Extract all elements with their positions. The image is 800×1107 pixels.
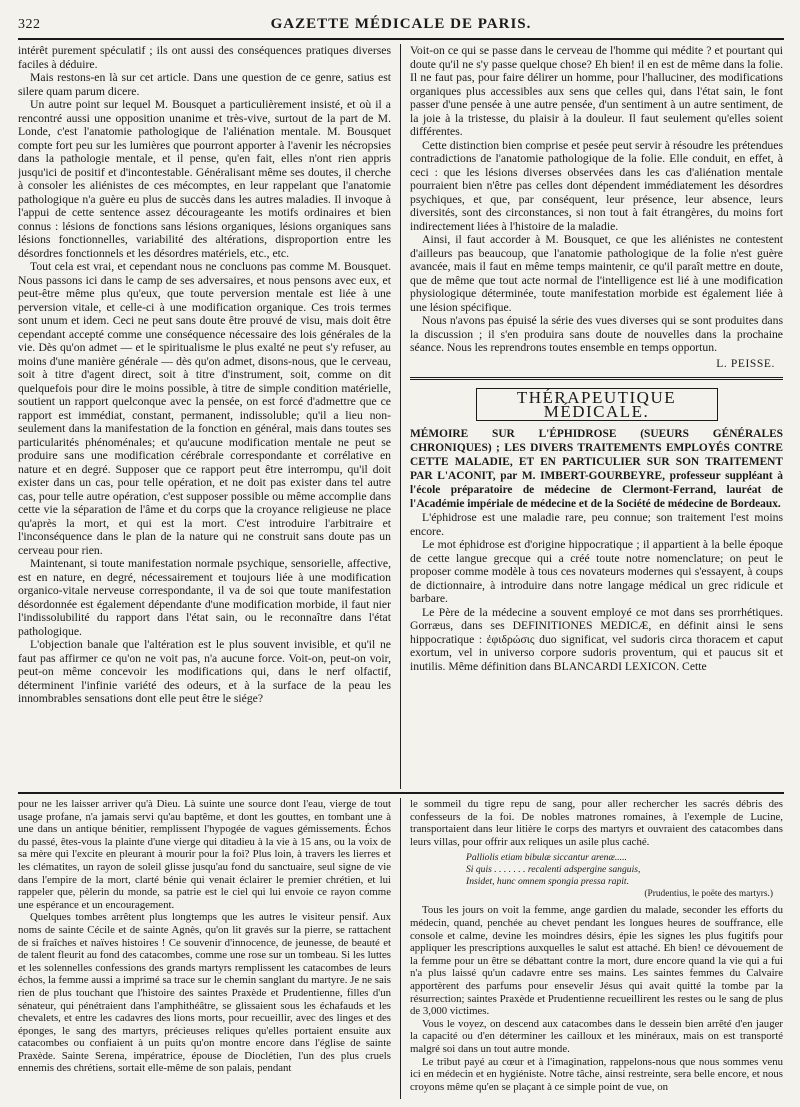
- feuilleton-divider: [18, 792, 784, 794]
- memoir-title: MÉMOIRE SUR L'ÉPHIDROSE (SUEURS GÉNÉRALES CHRONIQUES) ; LES DIVERS TRAITEMENTS EMPLOYÉS CONTRE CETTE MALADIE, ET EN PARTICULIER SUR SON TRAITEMENT PAR L'ACONIT, par M. IMBERT-GOURBEYRE, professeur suppléant à l'école préparatoire de médecine de Clermont-Ferrand, lauréat de l'Académie impériale de médecine et de la Société de médecine de Bordeaux.: [410, 428, 783, 510]
- verse-line: Si quis . . . . . . . recalenti adspergine sanguis,: [466, 864, 641, 876]
- column-divider: [400, 44, 401, 789]
- paragraph: Nous n'avons pas épuisé la série des vues diverses qui se sont produites dans la discussion ; il s'en produira sans doute de nouvelles dans la prochaine séance. Nous les reprendrons toutes ensemble en temps opportun.: [410, 314, 783, 354]
- page-number: 322: [18, 17, 41, 32]
- paragraph: Quelques tombes arrêtent plus longtemps que les autres le visiteur pensif. Aux noms de sainte Cécile et de sainte Agnès, qu'on lit gravés sur la pierre, se rattachent de si fraîches et naïves histoires ! Ce souvenir d'innocence, de jeunesse, de beauté et de talent fleurit au fond des catacombes, comme une rose sur un tombeau. Si les luttes et les solennelles confessions des grands martyrs remplissent les catacombes de leurs échos, la femme aussi a imprimé sa trace sur le chemin sanglant du martyre. Je ne sais rien de plus touchant que l'histoire des saintes Praxède et Prudentienne, filles d'un sénateur, qui pénétraient dans l'amphithéâtre, se glissaient sous les échafauds et les chevalets, et entre les cadavres des lions morts, pour recueillir, avec des linges et des éponges, le sang des martyrs, précieuses reliques qu'elles portaient ensuite aux catacombes ou confiaient à un puits qu'on montre encore dans l'église de sainte Praxède. Sainte Serena, impératrice, épouse de Dioclétien, l'un des plus cruels ennemis des chrétiens, sortait elle-même de son palais, pendant: [18, 911, 391, 1075]
- verse-credit: (Prudentius, le poëte des martyrs.): [644, 889, 773, 900]
- paragraph: Tout cela est vrai, et cependant nous ne concluons pas comme M. Bousquet. Nous passons ici dans le camp de ses adversaires, et nous pensons avec eux, et peut-être même plus qu'eux, que toute perversion mentale est liée à une perversion vitale, et celle-ci à une modification organique. Ces trois termes sont unum et idem. Ceci ne peut sans doute être prouvé de visu, mais doit être cependant accepté comme une conséquence nécessaire des lois générales de la vie. Dès qu'on admet — et le spiritualisme le plus exalté ne peut s'y refuser, au moins d'une manière générale — dès qu'on admet, disons-nous, que le cerveau, soit à titre d'agent direct, soit à titre d'instrument, soit, comme on dit quelquefois pour dire le moins possible, à titre de simple condition matérielle, soutient un rapport quelconque avec la pensée, on est forcé d'admettre que ce rapport est immédiat, constant, permanent, indissoluble; qu'il a lieu non-seulement dans la manifestation de la fonction en général, mais dans toutes ses particularités phénoménales; et qu'aucune modification mentale ne peut se produire sans une modification cérébrale correspondante et corrélative en nature et en degré. Supposer que ce rapport peut être interrompu, qu'il doit exister dans un cas, pour telle opération, et ne doit pas exister dans tel autre cas, pour telle autre opération, c'est supposer possible ou même accomplie dans cette vie la séparation de l'âme et du corps que la croyance religieuse ne place qu'après la mort, et qui est la mort. C'est introduire l'arbitraire et l'inconséquence dans le plan de la nature qui ne construit sans doute pas un cerveau pour rien.: [18, 260, 391, 557]
- paragraph: Le Père de la médecine a souvent employé ce mot dans ses prorrhétiques. Gorræus, dans ses DEFINITIONES MEDICÆ, en définit ainsi le sens hippocratique : ἐφιδρώσις duo significat, vel sudoris circa thoracem et caput exortum, vel in universo corpore sudoris proventum, qui et paucus sit et inutilis. Même définition dans BLANCARDI LEXICON. Cette: [410, 605, 783, 673]
- therapeutique-section: [410, 377, 783, 673]
- paragraph: L'objection banale que l'altération est le plus souvent invisible, et qu'il ne faut pas affirmer ce qu'on ne voit pas, n'a aucune force. Voit-on, peut-on voir, peut-on même concevoir les modifications qui, dans le nerf olfactif, déterminent l'infinie variété des odeurs, et à la surface de la peau les innombrables sensations dont elle peut être le siége?: [18, 638, 391, 705]
- newspaper-page: [18, 14, 784, 1099]
- journal-title: GAZETTE MÉDICALE DE PARIS.: [270, 16, 532, 32]
- paragraph: Cette distinction bien comprise et pesée peut servir à résoudre les prétendues contradictions de l'anatomie pathologique de la folie. Elle conduit, en effet, à ceci : que les lésions diverses observées dans les cas d'aliénation mentale pourraient bien n'être pas celles dont dépendent immédiatement les désordres psychiques, et que, par conséquent, leur présence, leur absence, leurs diversités, sont des circonstances, si non tout à fait étrangères, du moins fort indirectement liées à l'histoire de la maladie.: [410, 138, 783, 233]
- latin-verse: [466, 852, 783, 900]
- paragraph: Un autre point sur lequel M. Bousquet a particulièrement insisté, et où il a rencontré aussi une opposition unanime et très-vive, surtout de la part de M. Londe, c'est l'anatomie pathologique de l'aliénation mentale. M. Bousquet compte fort peu sur les lumières que pourront apporter à l'avenir les nécropsies dans la pathologie mentale, et il pense, qu'en fait, elles n'ont rien appris jusqu'ici de positif et d'incontestable. Généralisant même ses doutes, il cherche à consoler les aliénistes de ces mécomptes, en leur rappelant que l'anatomie pathologique n'a guère eu plus de succès dans les autres maladies. Il invoque à l'appui de cette sentence assez décourageante les motifs ordinaires et bien connus : lésions de fonctions sans lésions organiques, lésions organiques sans lésions fonctionnelles, variabilité des altérations, disproportion entre les désordres fonctionnels et les désordres matériels, etc., etc.: [18, 98, 391, 260]
- author-signature: L. PEISSE.: [716, 357, 775, 370]
- paragraph: Le tribut payé au cœur et à l'imagination, rappelons-nous que nous sommes venu ici en médecin et en hygiéniste. Notre tâche, ainsi restreinte, sera belle encore, et nous croyons même qu'en se plaçant à ce simple point de vue, on: [410, 1055, 783, 1093]
- paragraph: Ainsi, il faut accorder à M. Bousquet, ce que les aliénistes ne contestent d'ailleurs pas beaucoup, que l'anatomie pathologique de la folie n'est guère avancée, mais il faut en même temps maintenir, ce qu'il paraît mettre en doute, que de même que tout acte normal de l'intelligence est lié à une modification physiologique déterminée, toute manifestation morbide est également liée à une lésion spécifique.: [410, 233, 783, 314]
- upper-left-column: [18, 44, 391, 706]
- running-head: [18, 14, 784, 40]
- paragraph: Tous les jours on voit la femme, ange gardien du malade, seconder les efforts du médecin, quand, penchée au chevet pendant les longues heures de souffrance, elle console et calme, devine les moindres désirs, épie les signes les plus fugitifs pour appliquer les prescriptions auxquelles le salut est attaché. Eh bien! ce dévouement de la femme pour un être se débattant contre la mort, dure encore quand la vie qui a fui n'a plus laissé qu'un cadavre entre ses mains. Les saintes femmes du Calvaire apportèrent des parfums pour ensevelir Jésus qui avait quitté la tombe par la résurrection; saintes Praxède et Prudentienne recueillirent les restes ou le sang de plus de 3,000 victimes.: [410, 904, 783, 1018]
- paragraph: Maintenant, si toute manifestation normale psychique, sensorielle, affective, est en nature, en degré, nécessairement et toujours liée à une modification organico-vitale nerveuse correspondante, il va de soi que toute manifestation désordonnée est également dépendante d'une modification morbide, il faut nier l'indissolubilité du rapport dans l'état sain, ou le reconnaître dans l'état pathologique.: [18, 557, 391, 638]
- lower-right-column: [410, 798, 783, 1093]
- column-divider: [400, 798, 401, 1099]
- paragraph: Vous le voyez, on descend aux catacombes dans le dessein bien arrêté d'en jauger la capacité ou d'en déterminer les cailloux et les minéraux, mais on est transporté malgré soi dans un tout autre monde.: [410, 1017, 783, 1055]
- paragraph: Le mot éphidrose est d'origine hippocratique ; il appartient à la belle époque de cette langue grecque qui a créé toute notre nomenclature; on peut le proposer comme modèle à tous ces novateurs modernes qui s'essayent, à coups de dictionnaire, à introduire dans notre langage médical un grec ridicule et barbare.: [410, 538, 783, 605]
- paragraph: Mais restons-en là sur cet article. Dans une question de ce genre, satius est silere quam parum dicere.: [18, 71, 391, 98]
- verse-line: Insidet, hunc omnem spongia pressa rapit.: [466, 876, 629, 888]
- upper-section: [18, 44, 784, 789]
- lower-left-column: [18, 798, 391, 1075]
- paragraph: le sommeil du tigre repu de sang, pour aller rechercher les sacrés débris des confesseurs de la foi. De nobles matrones romaines, à l'exemple de Lucine, transportaient dans leur litière le corps des martyrs et ouvraient des catacombes dans leurs villas, pour offrir aux reliques un asile plus caché.: [410, 798, 783, 848]
- paragraph: Voit-on ce qui se passe dans le cerveau de l'homme qui médite ? et pourtant qui doute qu'il ne s'y passe quelque chose? Eh bien! il en est de même dans la folie. Il ne faut pas, pour faire délirer un homme, pour l'halluciner, des modifications organiques plus accessibles aux sens que celles qui, dans l'état sain, le font passer d'une pensée à une autre pensée, d'un sentiment à un autre sentiment, de la joie à la tristesse, du plaisir à la douleur. Il faut seulement qu'elles soient différentes.: [410, 44, 783, 138]
- paragraph: pour ne les laisser arriver qu'à Dieu. Là suinte une source dont l'eau, vierge de tout usage profane, n'a jamais servi qu'au baptême, et dont les gouttes, en tombant une à une dans un antique bénitier, remplissent l'hypogée de vagues gémissements. Échos du passé, êtes-vous la plainte d'une vierge qui ditadieu à la vie à 15 ans, ou la voix de sa mère qui l'excite en pleurant à mourir pour la foi? Plus loin, à travers les lierres et les clématites, un rayon de soleil glisse jusqu'au fond du sanctuaire, seul signe de vie dans l'empire de la mort, clarté bénie qui venait éclairer le premier chrétien, et lui rappeler que, pèlerin du monde, sa patrie est le ciel qui lui envoie ce rayon comme une espérance et un encouragement.: [18, 798, 391, 911]
- feuilleton-section: [18, 798, 784, 1099]
- paragraph: intérêt purement spéculatif ; ils ont aussi des conséquences pratiques diverses faciles à déduire.: [18, 44, 391, 71]
- paragraph: L'éphidrose est une maladie rare, peu connue; son traitement l'est moins encore.: [410, 511, 783, 538]
- verse-line: Palliolis etiam bibulæ siccantur arenæ.....: [466, 852, 627, 864]
- section-title: THÉRAPEUTIQUE MÉDICALE.: [476, 388, 718, 421]
- upper-right-column: [410, 44, 783, 677]
